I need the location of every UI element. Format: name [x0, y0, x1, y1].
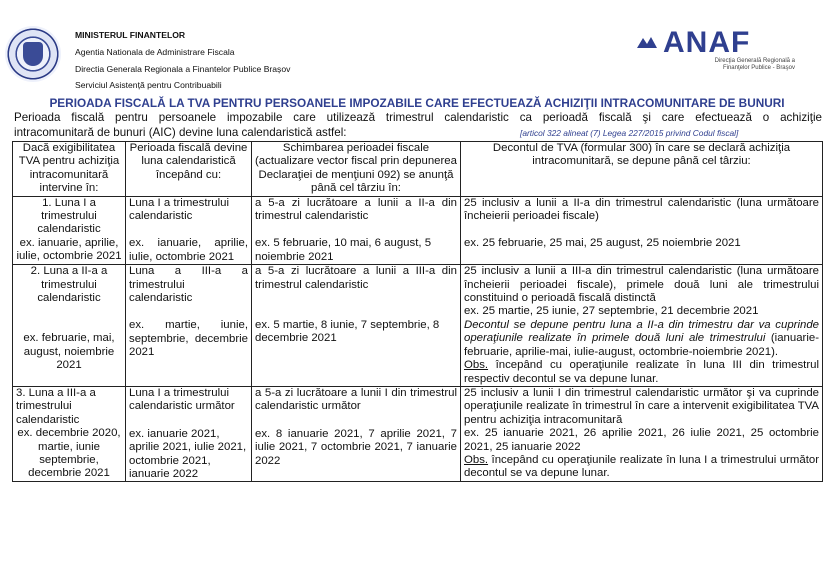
row3-c4-example: ex. 25 ianuarie 2021, 26 aprilie 2021, 26 iulie 2021, 25 octombrie 2021, 25 ianuarie 2022	[464, 427, 819, 453]
table-row	[13, 386, 823, 481]
row1-c4-example: ex. 25 februarie, 25 mai, 25 august, 25 noiembrie 2021	[464, 237, 741, 250]
row3-c2-example: ex. ianuarie 2021, aprilie 2021, iulie 2021, octombrie 2021, ianuarie 2022	[129, 427, 247, 480]
row1-fiscal-period	[126, 196, 252, 265]
romania-seal-icon	[5, 26, 61, 82]
row2-c2-text: Luna a III-a a trimestrului calendaristic	[129, 265, 248, 305]
row2-exigibility	[13, 265, 126, 387]
row2-c1-text: 2. Luna a II-a a trimestrului calendaristic	[30, 265, 108, 305]
row3-c3-example: ex. 8 ianuarie 2021, 7 aprilie 2021, 7 iulie 2021, 7 octombrie 2021, 7 ianuarie 2022	[255, 427, 457, 467]
row3-c1-text: 3. Luna a III-a a trimestrului calendaristic	[16, 386, 96, 426]
row3-c1-example: ex. decembrie 2020, martie, iunie septembrie, decembrie 2021	[17, 427, 121, 480]
row2-c4-text: 25 inclusiv a lunii a III-a din trimestrul calendaristic (luna următoare încheierii perioadei fiscale), primele două luni ale trimestrului constituind o perioadă fiscală distinctă	[464, 265, 819, 305]
header-exigibility: Dacă exigibilitatea TVA pentru achiziţia intracomunitară intervine în:	[13, 142, 126, 197]
row2-vat-return	[461, 265, 823, 387]
service-name: Serviciul Asistență pentru Contribuabili	[75, 80, 222, 90]
row3-fiscal-period	[126, 386, 252, 481]
row1-c2-text: Luna I a trimestrului calendaristic	[129, 196, 230, 223]
row1-period-change	[252, 196, 461, 265]
header-period-change: Schimbarea perioadei fiscale (actualizare vector fiscal prin depunerea Declaraţiei de menţiuni 092) se anunţă până cel târziu în:	[252, 142, 461, 197]
header-fiscal-period: Perioada fiscală devine luna calendaristică începând cu:	[126, 142, 252, 197]
row2-c3-example: ex. 5 martie, 8 iunie, 7 septembrie, 8 decembrie 2021	[255, 319, 440, 345]
agency-name: Agentia Nationala de Administrare Fiscala	[75, 47, 235, 57]
row1-c2-example: ex. ianuarie, aprilie, iulie, octombrie 2021	[129, 237, 248, 263]
row2-obs-text: începând cu operaţiunile realizate în luna III din trimestrul respectiv decontul se va depune lunar.	[464, 359, 819, 385]
row3-period-change	[252, 386, 461, 481]
fiscal-period-table	[12, 141, 823, 482]
ministry-name: MINISTERUL FINANTELOR	[75, 30, 186, 40]
anaf-logo-text: ANAF	[663, 26, 751, 59]
intro-line-2: intracomunitară de bunuri (AIC) devine luna calendaristică astfel:	[14, 126, 347, 139]
row2-c4-months: (ianuarie-februarie, aprilie-mai, iulie-august, octombrie-noiembrie 2021).	[464, 332, 819, 358]
row2-c3-text: a 5-a zi lucrătoare a lunii a III-a din trimestrul calendaristic	[255, 265, 457, 291]
row1-c4-text: 25 inclusiv a lunii a II-a din trimestrul calendaristic (luna următoare încheierii perioadei fiscale)	[464, 196, 819, 223]
header-vat-return: Decontul de TVA (formular 300) în care se declară achiziţia intracomunitară, se depune până cel târziu:	[461, 142, 823, 197]
anaf-logo-subtitle: Direcţia Generală Regională a Finanţelor Publice - Braşov	[714, 58, 795, 71]
direction-name: Directia Generala Regionala a Finantelor Publice Brașov	[75, 64, 291, 74]
row3-c2-text: Luna I a trimestrului calendaristic următor	[129, 386, 235, 413]
row3-obs-text: începând cu operaţiunile realizate în luna I a trimestrului următor decontul se va depune lunar.	[464, 453, 819, 480]
row1-c3-example: ex. 5 februarie, 10 mai, 6 august, 5 noiembrie 2021	[255, 237, 432, 263]
row2-obs-label: Obs.	[464, 359, 489, 372]
anaf-mark-icon	[635, 34, 659, 54]
row2-fiscal-period	[126, 265, 252, 387]
row3-exigibility	[13, 386, 126, 481]
row1-c3-text: a 5-a zi lucrătoare a lunii a II-a din trimestrul calendaristic	[255, 196, 457, 223]
row3-c4-text: 25 inclusiv a lunii I din trimestrul calendaristic următor şi va cuprinde operaţiunile realizate în trimestrul în care a intervenit exigibilitatea TVA pentru achiziţia intracomunitară	[464, 386, 819, 426]
table-row	[13, 265, 823, 387]
table-row	[13, 196, 823, 265]
row1-c1-text: 1. Luna I a trimestrului calendaristic	[37, 196, 101, 236]
row1-exigibility	[13, 196, 126, 265]
row2-c2-example: ex. martie, iunie, septembrie, decembrie 2021	[129, 319, 248, 359]
row2-c4-italic-note: Decontul se depune pentru luna a II-a din trimestru dar va cuprinde operaţiunile realizate în primele două luni ale trimestrului	[464, 318, 819, 345]
row2-c1-example: ex. februarie, mai, august, noiembrie 2021	[23, 332, 115, 372]
row2-period-change	[252, 265, 461, 387]
row1-c1-example: ex. ianuarie, aprilie, iulie, octombrie 2021	[16, 236, 122, 263]
intro-line-1: Perioada fiscală pentru persoanele impozabile care utilizează trimestrul calendaristic ca perioadă fiscală şi care efectuează o achiziţie	[14, 111, 822, 124]
row3-obs-label: Obs.	[464, 453, 489, 466]
legal-reference: [articol 322 alineat (7) Legea 227/2015 privind Codul fiscal]	[520, 128, 739, 138]
anaf-logo	[635, 26, 815, 76]
table-header-row	[13, 142, 823, 197]
coat-of-arms-icon	[23, 42, 43, 66]
row2-c4-example: ex. 25 martie, 25 iunie, 27 septembrie, 21 decembrie 2021	[464, 305, 759, 318]
row1-vat-return	[461, 196, 823, 265]
page-title: PERIOADA FISCALĂ LA TVA PENTRU PERSOANELE IMPOZABILE CARE EFECTUEAZĂ ACHIZIŢII INTRACOMUNITARE DE BUNURI	[49, 96, 785, 110]
row3-vat-return	[461, 386, 823, 481]
row3-c3-text: a 5-a zi lucrătoare a lunii I din trimestrul calendaristic următor	[255, 386, 457, 413]
